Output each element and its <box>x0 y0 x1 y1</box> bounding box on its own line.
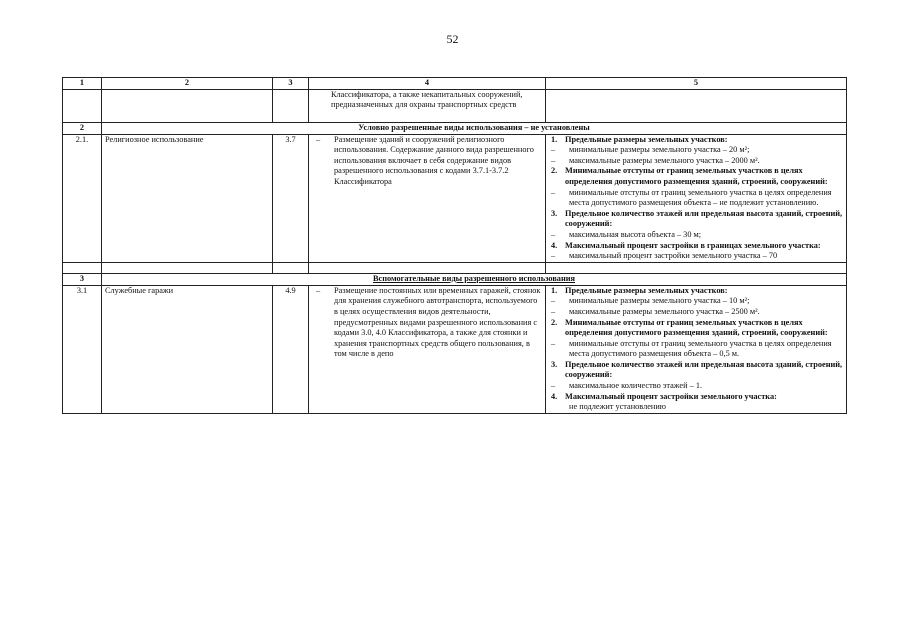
zoning-table <box>62 77 847 414</box>
param-heading: Минимальные отступы от границ земельных участков в целях определения допустимого размещения зданий, строений, сооружений: <box>565 317 828 338</box>
param-item: максимальное количество этажей – 1. <box>569 381 703 391</box>
section-2-number: 2 <box>63 122 102 134</box>
row-2-1-name: Религиозное использование <box>102 134 273 262</box>
continuation-row <box>63 89 847 122</box>
param-item: минимальные размеры земельного участка – 20 м²; <box>569 145 750 155</box>
param-item: минимальные отступы от границ земельного участка в целях определения места допустимого размещения объекта – 0,5 м. <box>569 338 832 359</box>
param-heading: Минимальные отступы от границ земельных участков в целях определения допустимого размещения зданий, строений, сооружений: <box>565 166 828 186</box>
continuation-text: Классификатора, а также некапитальных сооружений, предназначенных для охраны транспортных средств <box>309 89 546 122</box>
row-3-1-code: 4.9 <box>273 285 309 413</box>
param-number: 3. <box>551 359 558 369</box>
section-2-row <box>63 122 847 134</box>
param-heading: Максимальный процент застройки земельного участка: <box>565 391 777 401</box>
row-3-1-name: Служебные гаражи <box>102 285 273 413</box>
param-item: максимальные размеры земельного участка – 2000 м². <box>569 155 760 165</box>
header-col-1: 1 <box>63 78 102 90</box>
param-number: 3. <box>551 208 558 218</box>
row-3-1-parameters: 1. Предельные размеры земельных участков: – минимальные размеры земельного участка – 10 м²; – максимальные размеры земельного участка – 2500 м². 2. Минимальные отступы от границ земельных участков в целях определения допустимого размещения зданий, строений, сооружений: – минимальные отступы от границ земельного участка в целях определения места допустимого размещения объекта – 0,5 м. 3. Предельное количество этажей или предельная высота зданий, строений, сооружений: – максимальное количество этажей – 1. 4. Максимальный процент застройки земельного участка: не подлежит установлению <box>546 285 847 413</box>
header-row <box>63 78 847 90</box>
section-3-title: Вспомогательные виды разрешенного использования <box>102 273 847 285</box>
param-item: минимальные отступы от границ земельного участка в целях определения места допустимого размещения объекта – не подлежит установлению. <box>569 187 832 208</box>
param-heading: Предельное количество этажей или предельная высота зданий, строений, сооружений: <box>565 208 843 229</box>
description-text: Размещение зданий и сооружений религиозного использования. Содержание данного вида разрешенного использования включает в себя содержание видов разрешенного использования с кодами 3.7.1-3.7.2 Классификатора <box>334 134 534 186</box>
dash: – <box>316 134 321 144</box>
row-2-1-description <box>309 134 546 262</box>
param-item: максимальный процент застройки земельного участка – 70 <box>569 251 778 261</box>
header-col-2: 2 <box>102 78 273 90</box>
header-col-4: 4 <box>309 78 546 90</box>
row-2-1-number: 2.1. <box>63 134 102 262</box>
section-3-number: 3 <box>63 273 102 285</box>
row-3-1-number: 3.1 <box>63 285 102 413</box>
param-number: 2. <box>551 317 558 327</box>
param-heading: Предельные размеры земельных участков: <box>565 285 728 295</box>
description-text: Размещение постоянных или временных гаражей, стоянок для хранения служебного автотранспорта, используемого в целях осуществления видов деятельности, предусмотренных видами разрешенного использования с кодами 3.0, 4.0 Классификатора, а также для стоянки и хранения транспортных средств общего пользования, в том числе в депо <box>334 285 541 359</box>
row-2-1-parameters: 1. Предельные размеры земельных участков: – минимальные размеры земельного участка – 20 м²; – максимальные размеры земельного участка – 2000 м². 2. Минимальные отступы от границ земельных участков в целях определения допустимого размещения зданий, строений, сооружений: – минимальные отступы от границ земельного участка в целях определения места допустимого размещения объекта – не подлежит установлению. 3. Предельное количество этажей или предельная высота зданий, строений, сооружений: – максимальная высота объекта – 30 м; 4. Максимальный процент застройки в границах земельного участка: – максимальный процент застройки земельного участка – 70 <box>546 134 847 262</box>
param-number: 4. <box>551 240 558 250</box>
param-number: 2. <box>551 166 558 176</box>
section-3-row <box>63 273 847 285</box>
row-3-1-description <box>309 285 546 413</box>
param-heading: Максимальный процент застройки в границах земельного участка: <box>565 240 821 250</box>
row-2-1-code: 3.7 <box>273 134 309 262</box>
param-number: 1. <box>551 134 558 144</box>
header-col-5: 5 <box>546 78 847 90</box>
row-3-1 <box>63 285 847 413</box>
param-number: 1. <box>551 285 558 295</box>
section-2-title: Условно разрешенные виды использования – не установлены <box>102 122 847 134</box>
param-plain-text: не подлежит установлению <box>569 402 667 412</box>
header-col-3: 3 <box>273 78 309 90</box>
param-heading: Предельное количество этажей или предельная высота зданий, строений, сооружений: <box>565 359 843 380</box>
param-heading: Предельные размеры земельных участков: <box>565 134 728 144</box>
page-number: 52 <box>446 32 459 46</box>
row-2-1 <box>63 134 847 262</box>
dash: – <box>316 285 321 295</box>
param-item: максимальная высота объекта – 30 м; <box>569 229 702 239</box>
spacer-row <box>63 262 847 273</box>
param-number: 4. <box>551 391 558 401</box>
param-item: минимальные размеры земельного участка – 10 м²; <box>569 296 750 306</box>
param-item: максимальные размеры земельного участка – 2500 м². <box>569 306 760 316</box>
